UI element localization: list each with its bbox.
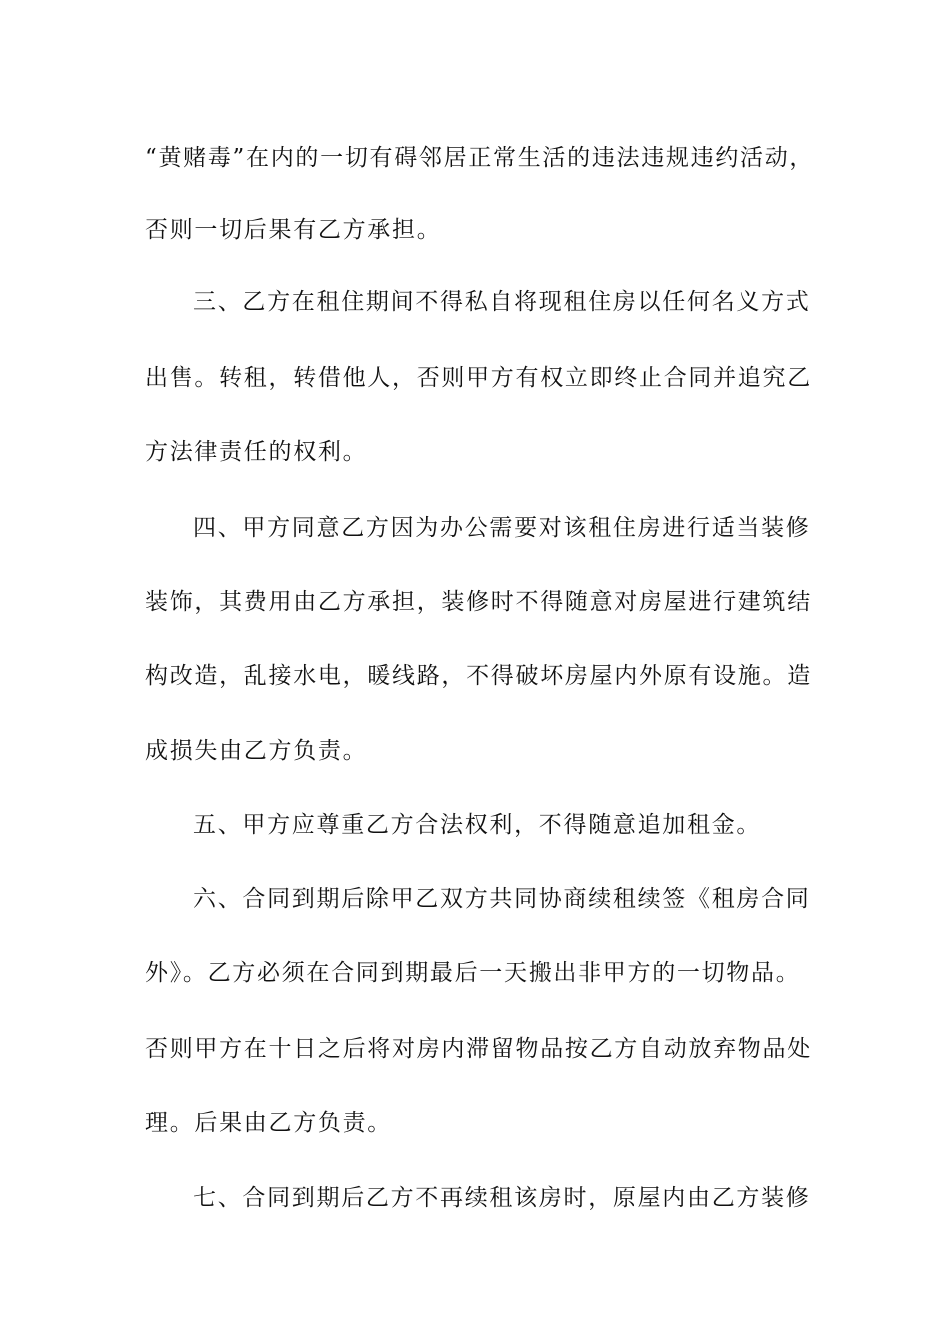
text-line: “黄赌毒”在内的一切有碍邻居正常生活的违法违规违约活动，: [145, 145, 815, 171]
text-line: 方法律责任的权利。: [145, 439, 368, 465]
text-line: 出售。转租，转借他人，否则甲方有权立即终止合同并追究乙: [145, 365, 812, 391]
text-line: 成损失由乙方负责。: [145, 738, 368, 764]
paragraph-3-start: 三、乙方在租住期间不得私自将现租住房以任何名义方式: [193, 289, 811, 315]
paragraph-4-start: 四、甲方同意乙方因为办公需要对该租住房进行适当装修: [193, 515, 811, 541]
text-line: 装饰，其费用由乙方承担，装修时不得随意对房屋进行建筑结: [145, 589, 812, 615]
paragraph-5: 五、甲方应尊重乙方合法权利，不得随意追加租金。: [193, 812, 762, 838]
paragraph-6-start: 六、合同到期后除甲乙双方共同协商续租续签《租房合同: [193, 886, 811, 912]
text-line: 构改造，乱接水电，暖线路，不得破坏房屋内外原有设施。造: [145, 663, 812, 689]
paragraph-7-start: 七、合同到期后乙方不再续租该房时，原屋内由乙方装修: [193, 1185, 811, 1211]
text-line: 否则一切后果有乙方承担。: [145, 217, 442, 243]
text-line: 否则甲方在十日之后将对房内滞留物品按乙方自动放弃物品处: [145, 1036, 812, 1062]
text-line: 理。后果由乙方负责。: [145, 1110, 392, 1136]
text-line: 外》。乙方必须在合同到期最后一天搬出非甲方的一切物品。: [145, 960, 801, 986]
